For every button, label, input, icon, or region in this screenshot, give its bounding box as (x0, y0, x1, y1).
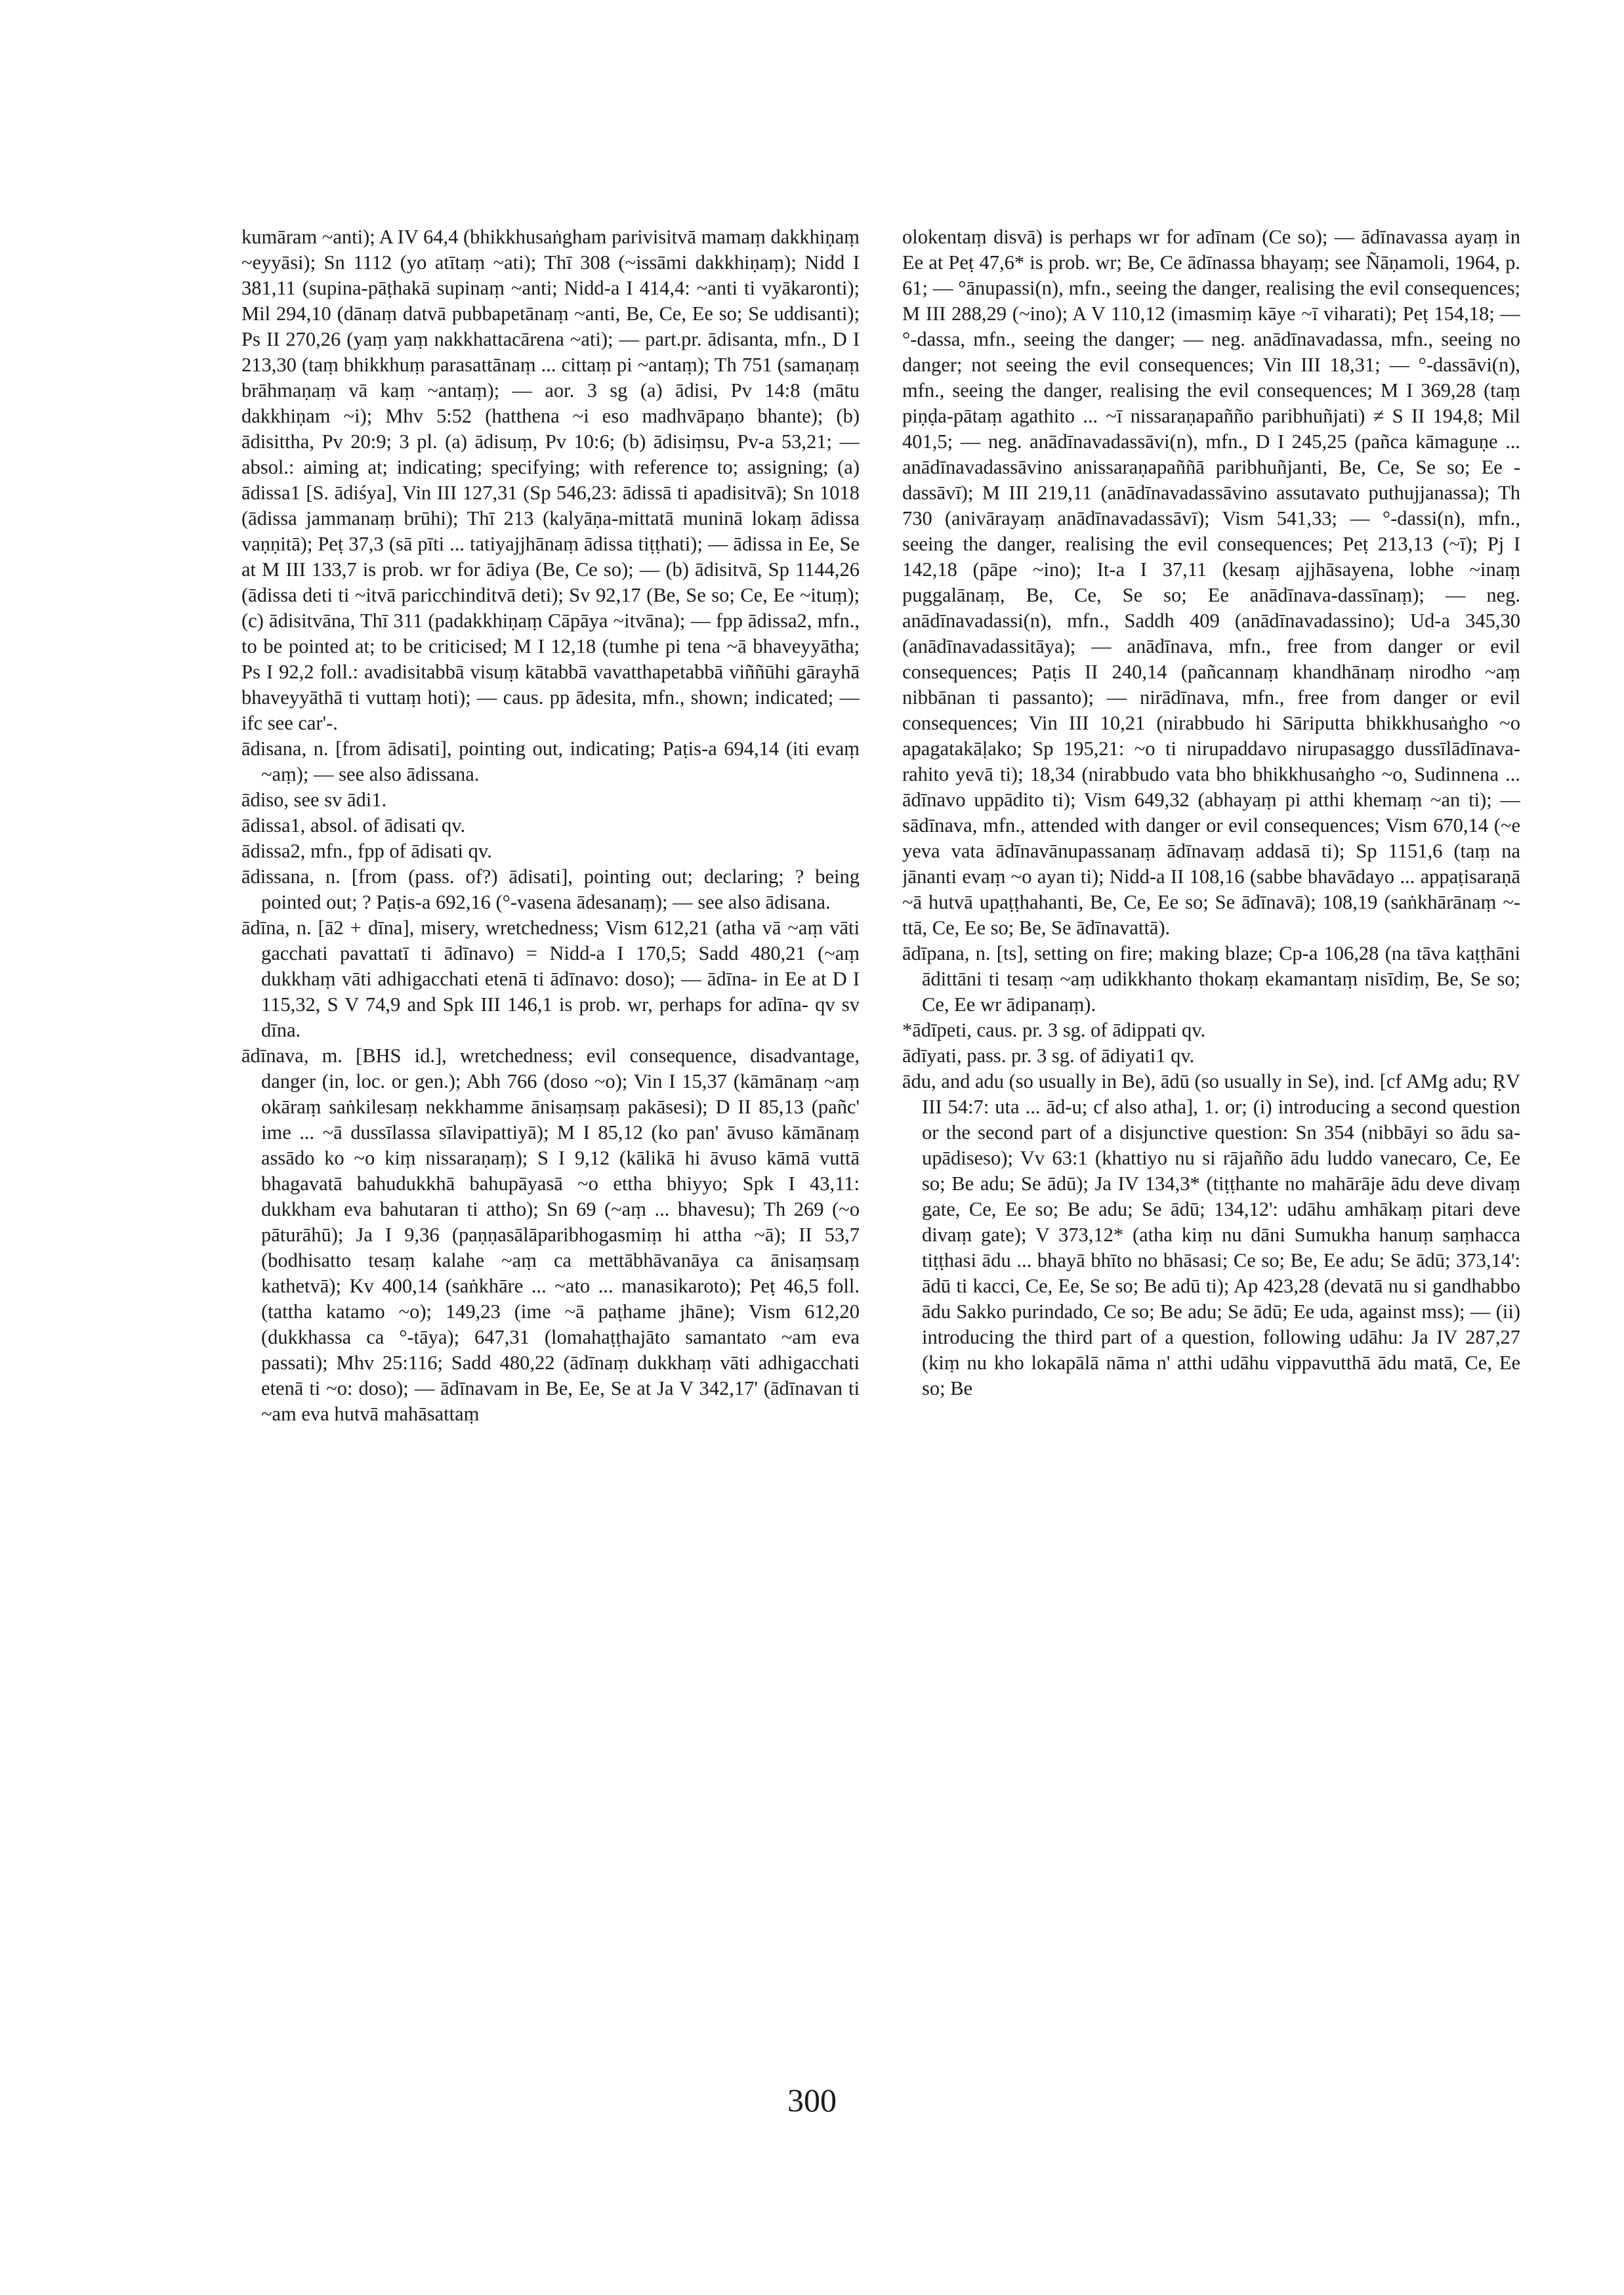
entry-continued-adinava: olokentaṃ disvā) is perhaps wr for adīnam (Ce so); — ādīnavassa ayaṃ in Ee at Peṭ 47,6* is prob. wr; Be, Ce ādīnassa bhayaṃ; see Ñāṇamoli, 1964, p. 61; — °ānupassi(n), mfn., seeing the danger, realising the evil consequences; M III 288,29 (~ino); A V 110,12 (imasmiṃ kāye ~ī viharati); Peṭ 154,18; — °-dassa, mfn., seeing the danger; — neg. anādīnavadassa, mfn., seeing no danger; not seeing the evil consequences; Vin III 18,31; — °-dassāvi(n), mfn., seeing the danger, realising the evil consequences; M I 369,28 (taṃ piṇḍa-pātaṃ agathito ... ~ī nissaraṇapañño paribhuñjati) ≠ S II 194,8; Mil 401,5; — neg. anādīnavadassāvi(n), mfn., D I 245,25 (pañca kāmaguṇe ... anādīnavadassāvino anissaraṇapaññā paribhuñjanti, Be, Ce, Se so; Ee -dassāvī); M III 219,11 (anādīnavadassāvino assutavato puthujjanassa); Th 730 (anivārayaṃ anādīnavadassāvī); Vism 541,33; — °-dassi(n), mfn., seeing the danger, realising the evil consequences; Peṭ 213,13 (~ī); Pj I 142,18 (pāpe ~ino); It-a I 37,11 (kesaṃ ajjhāsayena, lobhe ~inaṃ puggalānaṃ, Be, Ce, Se so; Ee anādīnava-dassīnaṃ); — neg. anādīnavadassi(n), mfn., Saddh 409 (anādīnavadassino); Ud-a 345,30 (anādīnavadassitāya); — anādīnava, mfn., free from danger or evil consequences; Paṭis II 240,14 (pañcannaṃ khandhānaṃ nirodho ~aṃ nibbānan ti passanto); — nirādīnava, mfn., free from danger or evil consequences; Vin III 10,21 (nirabbudo hi Sāriputta bhikkhusaṅgho ~o apagatakāḷako; Sp 195,21: ~o ti nirupaddavo nirupasaggo dussīlādīnava-rahito yevā ti); 18,34 (nirabbudo vata bho bhikkhusaṅgho ~o, Sudinnena ... ādīnavo uppādito ti); Vism 649,32 (abhayaṃ pi atthi khemaṃ ~an ti); — sādīnava, mfn., attended with danger or evil consequences; Vism 670,14 (~e yeva vata ādīnavānupassanaṃ ādīnavaṃ addasā ti); Sp 1151,6 (taṃ na jānanti evaṃ ~o ayan ti); Nidd-a II 108,16 (sabbe bhavādayo ... appaṭisaraṇā ~ā hutvā upaṭṭhahanti, Be, Ce, Ee so; Se ādīnavā); 108,19 (saṅkhārānaṃ ~-ttā, Ce, Ee so; Be, Se ādīnavattā). (902, 226, 1520, 939)
entry-continued-adisati: kumāram ~anti); A IV 64,4 (bhikkhusaṅgham parivisitvā mamaṃ dakkhiṇaṃ ~eyyāsi); Sn 1112 (yo atītaṃ ~ati); Thī 308 (~issāmi dakkhiṇaṃ); Nidd I 381,11 (supina-pāṭhakā supinaṃ ~anti; Nidd-a I 414,4: ~anti ti vyākaronti); Mil 294,10 (dānaṃ datvā pubbapetānaṃ ~anti, Be, Ce, Ee so; Se uddisanti); Ps II 270,26 (yaṃ yaṃ nakkhattacārena ~ati); — part.pr. ādisanta, mfn., D I 213,30 (taṃ bhikkhuṃ parasattānaṃ ... cittaṃ pi ~antaṃ); Th 751 (samaṇaṃ brāhmaṇaṃ vā kaṃ ~antaṃ); — aor. 3 sg (a) ādisi, Pv 14:8 (mātu dakkhiṇam ~i); Mhv 5:52 (hatthena ~i eso madhvāpaṇo bhante); (b) ādisittha, Pv 20:9; 3 pl. (a) ādisuṃ, Pv 10:6; (b) ādisiṃsu, Pv-a 53,21; — absol.: aiming at; indicating; specifying; with reference to; assigning; (a) ādissa1 [S. ādiśya], Vin III 127,31 (Sp 546,23: ādissā ti apadisitvā); Sn 1018 (ādissa jammanaṃ brūhi); Thī 213 (kalyāṇa-mittatā muninā lokaṃ ādissa vaṇṇitā); Peṭ 37,3 (sā pīti ... tatiyajjhānaṃ ādissa tiṭṭhati); — ādissa in Ee, Se at M III 133,7 is prob. wr for ādiya (Be, Ce so); — (b) ādisitvā, Sp 1144,26 (ādissa deti ti ~itvā paricchinditvā deti); Sv 92,17 (Be, Se so; Ce, Ee ~ituṃ); (c) ādisitvāna, Thī 311 (padakkhiṇaṃ Cāpāya ~itvāna); — fpp ādissa2, mfn., to be pointed at; to be criticised; M I 12,18 (tumhe pi tena ~ā bhaveyyātha; Ps I 92,2 foll.: avadisitabbā visuṃ kātabbā vavatthapetabbā viññūhi gārayhā bhaveyyāthā ti vuttaṃ hoti); — caus. pp ādesita, mfn., shown; indicated; — ifc see car'-. (241, 226, 860, 734)
left-column (241, 224, 860, 2001)
page-number: 300 (787, 2082, 837, 2119)
entry-adiyati: ādīyati, pass. pr. 3 sg. of ādiyati1 qv. (902, 1044, 1195, 1067)
entry-adiso: ādiso, see sv ādi1. (241, 789, 387, 811)
right-column (902, 224, 1520, 2001)
entry-adipeti: *ādīpeti, caus. pr. 3 sg. of ādippati qv. (902, 1019, 1206, 1041)
entry-adu: ādu, and adu (so usually in Be), ādū (so usually in Se), ind. [cf AMg adu; ṚV III 54:7: uta ... ād-u; cf also atha], 1. or; (i) introducing a second question or the second part of a disjunctive question: Sn 354 (nibbāyi so ādu sa-upādiseso); Vv 63:1 (khattiyo nu si rājañño ādu luddo vanecaro, Ce, Ee so; Be adu; Se ādū); Ja IV 134,3* (tiṭṭhante no mahārāje ādu deve divaṃ gate, Ce, Ee so; Be adu; Se ādū; 134,12': udāhu amhākaṃ pitari deve divaṃ gate); V 373,12* (atha kiṃ nu dāni Sumukha hanuṃ saṃhacca tiṭṭhasi ādu ... bhayā bhīto no bhāsasi; Ce so; Be, Ee adu; Se ādū; 373,14': ādū ti kacci, Ce, Ee, Se so; Be adū ti); Ap 423,28 (devatā nu si gandhabbo ādu Sakko purindado, Ce so; Be adu; Se ādū; Ee uda, against mss); — (ii) introducing the third part of a question, following udāhu: Ja IV 287,27 (kiṃ nu kho lokapālā nāma n' atthi udāhu vippavutthā ādu matā, Ce, Ee so; Be (902, 1070, 1520, 1399)
entry-adisana: ādisana, n. [from ādisati], pointing out, indicating; Paṭis-a 694,14 (iti evaṃ ~aṃ); — see also ādissana. (241, 737, 860, 785)
entry-adipana: ādīpana, n. [ts], setting on fire; making blaze; Cp-a 106,28 (na tāva kaṭṭhāni ādittāni ti tesaṃ ~aṃ udikkhanto thokaṃ ekamantaṃ nisīdiṃ, Be, Se so; Ce, Ee wr ādipanaṃ). (902, 942, 1520, 1016)
entry-adinava: ādīnava, m. [BHS id.], wretchedness; evil consequence, disadvantage, danger (in, loc. or gen.); Abh 766 (doso ~o); Vin I 15,37 (kāmānaṃ ~aṃ okāraṃ saṅkilesaṃ nekkhamme ānisaṃsaṃ pakāsesi); D II 85,13 (pañc' ime ... ~ā dussīlassa sīlavipattiyā); M I 85,12 (ko pan' āvuso kāmānaṃ assādo ko ~o kiṃ nissaraṇaṃ); S I 9,12 (kālikā hi āvuso kāmā vuttā bhagavatā bahudukkhā bahupāyasā ~o ettha bhiyyo; Spk I 43,11: dukkham eva bahutaran ti attho); Sn 69 (~aṃ ... bhavesu); Th 269 (~o pāturāhū); Ja I 9,36 (paṇṇasālāparibhogasmiṃ hi attha ~ā); II 53,7 (bodhisatto tesaṃ kalahe ~aṃ ca mettābhāvanāya ca ānisaṃsaṃ kathetvā); Kv 400,14 (saṅkhāre ... ~ato ... manasikaroto); Peṭ 46,5 foll. (tattha katamo ~o); 149,23 (ime ~ā paṭhame jhāne); Vism 612,20 (dukkhassa ca °-tāya); 647,31 (lomahaṭṭhajāto samantato ~am eva passati); Mhv 25:116; Sadd 480,22 (ādīnaṃ dukkhaṃ vāti adhigacchati etenā ti ~o: doso); — ādīnavam in Be, Ee, Se at Ja V 342,17' (ādīnavan ti ~am eva hutvā mahāsattaṃ (241, 1044, 860, 1425)
entry-adissa-2: ādissa2, mfn., fpp of ādisati qv. (241, 840, 492, 862)
entry-adissa-1: ādissa1, absol. of ādisati qv. (241, 814, 466, 837)
entry-adina: ādīna, n. [ā2 + dīna], misery, wretchedness; Vism 612,21 (atha vā ~aṃ vāti gacchati pavattatī ti ādīnavo) = Nidd-a I 170,5; Sadd 480,21 (~aṃ dukkhaṃ vāti adhigacchati etenā ti ādīnavo: doso); — ādīna- in Ee at D I 115,32, S V 74,9 and Spk III 146,1 is prob. wr, perhaps for adīna- qv sv dīna. (241, 917, 860, 1041)
entry-adissana: ādissana, n. [from (pass. of?) ādisati], pointing out; declaring; ? being pointed out; ? Paṭis-a 692,16 (°-vasena ādesanaṃ); — see also ādisana. (241, 865, 860, 913)
